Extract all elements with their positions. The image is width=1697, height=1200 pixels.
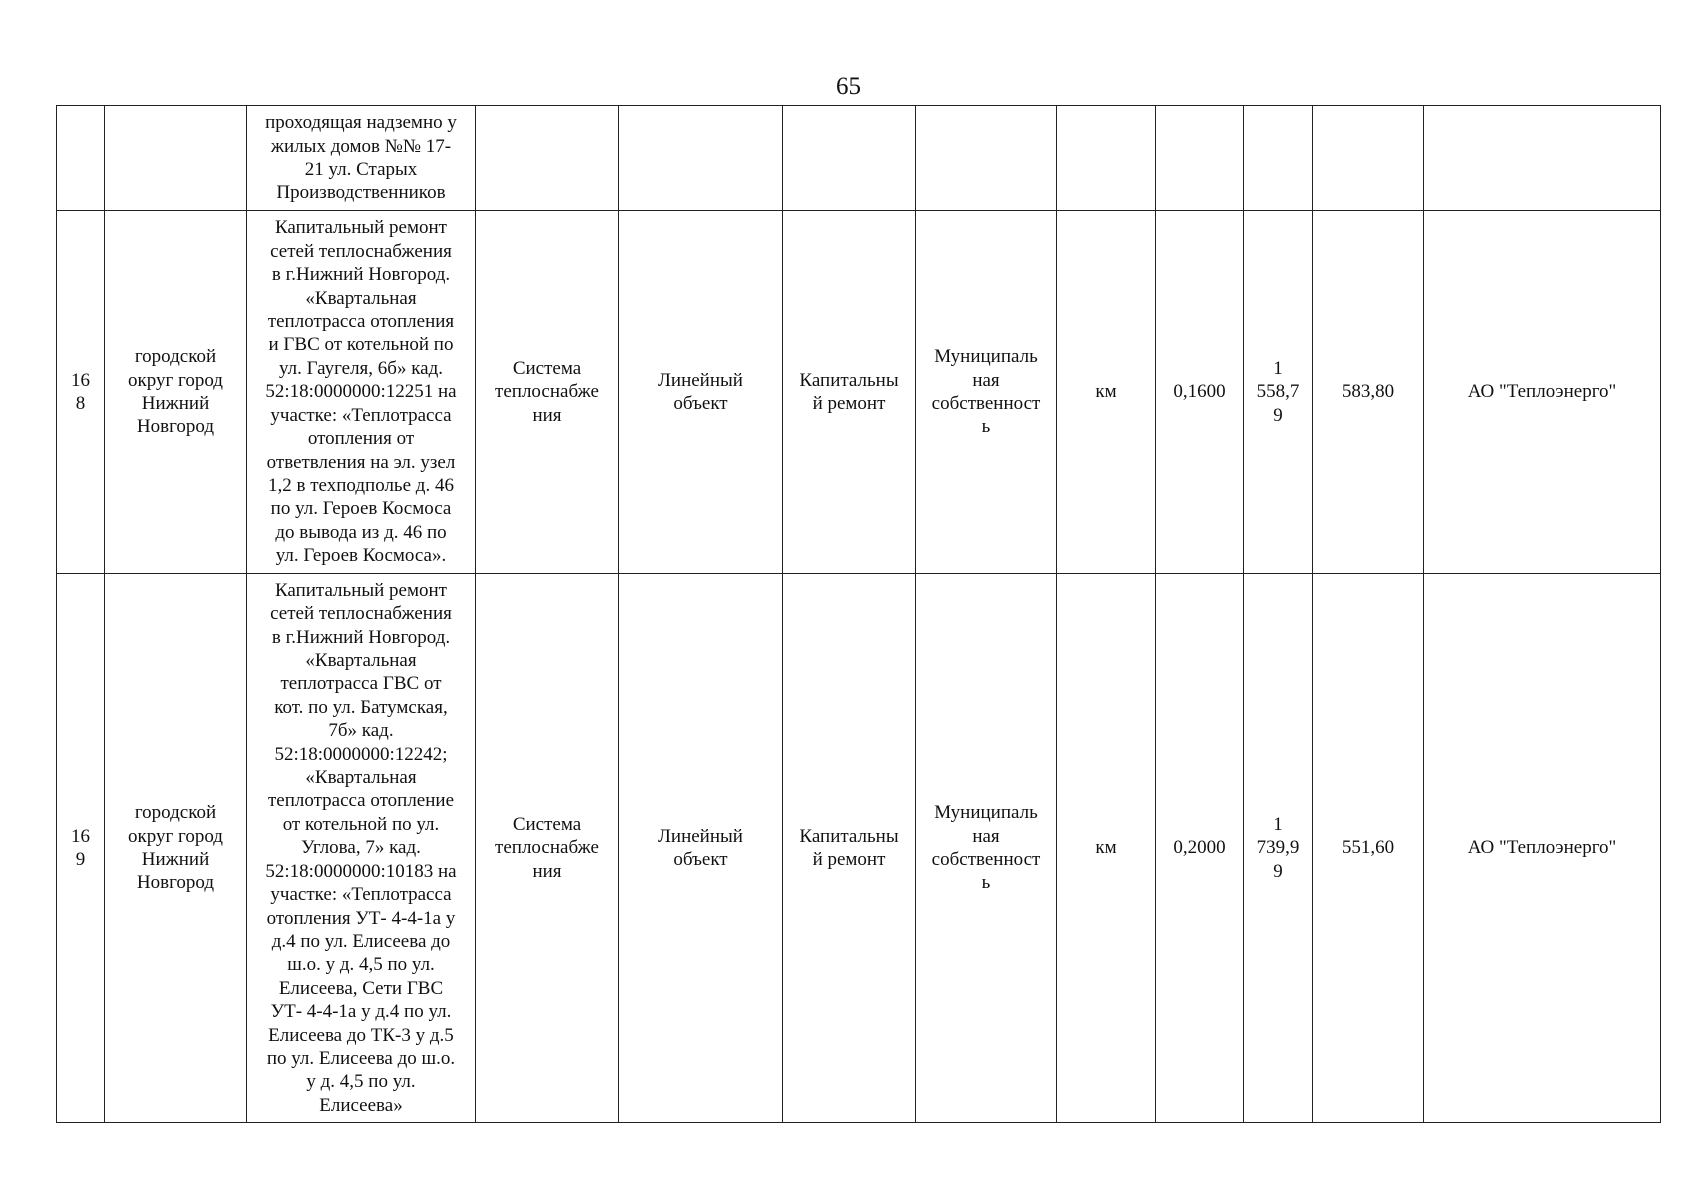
object-type-line: Линейный bbox=[658, 369, 743, 391]
description-line: отопления от bbox=[307, 428, 415, 450]
municipality-line: округ город bbox=[128, 369, 223, 391]
number-line: 16 bbox=[71, 825, 90, 847]
description-line: от котельной по ул. bbox=[282, 813, 440, 835]
description-line: д.4 по ул. Елисеева до bbox=[271, 930, 451, 952]
cell-system bbox=[476, 106, 619, 211]
cell-work-type bbox=[783, 574, 916, 1123]
description-line: 1,2 в техподполье д. 46 bbox=[268, 474, 454, 496]
ownership-line: ь bbox=[981, 416, 991, 438]
description-line: до вывода из д. 46 по bbox=[275, 521, 447, 543]
description-line: Производственников bbox=[276, 182, 446, 204]
cell-municipality bbox=[105, 106, 247, 211]
description-line: по ул. Героев Космоса bbox=[270, 498, 452, 520]
work-type-line: й ремонт bbox=[812, 393, 886, 414]
description-line: ул. Героев Космоса». bbox=[275, 545, 447, 567]
cost-line: 9 bbox=[1273, 860, 1283, 882]
description-line: сетей теплоснабжения bbox=[270, 603, 452, 625]
description-line: 52:18:0000000:10183 на bbox=[265, 860, 457, 882]
cell-system bbox=[476, 211, 619, 574]
description-line: теплотрасса отопления bbox=[267, 311, 455, 333]
cell-object-type bbox=[619, 211, 783, 574]
description-line: «Квартальная bbox=[305, 650, 417, 672]
cost-line: 558,7 bbox=[1256, 381, 1300, 403]
description-line: сетей теплоснабжения bbox=[270, 240, 452, 262]
cell-amount: 551,60 bbox=[1313, 574, 1424, 1123]
municipality-line: Новгород bbox=[136, 416, 215, 438]
cell-ownership bbox=[916, 106, 1057, 211]
object-type-line: Линейный bbox=[658, 825, 743, 847]
description-line: Углова, 7» кад. bbox=[301, 837, 421, 859]
cell-cost bbox=[1244, 574, 1313, 1123]
number-line: 8 bbox=[75, 393, 86, 414]
description-line: в г.Нижний Новгород. bbox=[271, 626, 451, 648]
description-line: отопления УТ- 4-4-1а у bbox=[266, 907, 456, 929]
description-line: проходящая надземно у bbox=[265, 112, 457, 134]
cell-description bbox=[247, 211, 476, 574]
cell-cost bbox=[1244, 106, 1313, 211]
description-line: Елисеева до ТК-3 у д.5 bbox=[268, 1024, 454, 1046]
description-line: 52:18:0000000:12251 на bbox=[265, 381, 457, 403]
description-line: кот. по ул. Батумская, bbox=[274, 696, 448, 718]
ownership-line: собственност bbox=[931, 393, 1041, 414]
cell-object-type bbox=[619, 106, 783, 211]
system-line: теплоснабже bbox=[495, 837, 599, 859]
ownership-line: ь bbox=[981, 872, 991, 894]
ownership-line: собственност bbox=[931, 849, 1041, 870]
cost-line: 1 bbox=[1273, 357, 1283, 379]
description-line: по ул. Елисеева до ш.о. bbox=[266, 1047, 456, 1069]
cell-municipality bbox=[105, 211, 247, 574]
cell-unit: км bbox=[1057, 211, 1156, 574]
cell-number bbox=[57, 106, 105, 211]
description-line: Капитальный ремонт bbox=[274, 217, 447, 239]
description-line: ш.о. у д. 4,5 по ул. bbox=[287, 954, 435, 976]
description-line: ответвления на эл. узел bbox=[266, 451, 456, 473]
description-line: и ГВС от котельной по bbox=[268, 334, 454, 356]
cell-number bbox=[57, 574, 105, 1123]
number-line: 9 bbox=[75, 849, 86, 870]
system-line: ния bbox=[532, 860, 562, 882]
ownership-line: Муниципаль bbox=[934, 802, 1038, 824]
cell-length: 0,2000 bbox=[1156, 574, 1244, 1123]
cell-organization: АО "Теплоэнерго" bbox=[1424, 574, 1661, 1123]
ownership-line: ная bbox=[972, 825, 1000, 847]
description-line: «Квартальная bbox=[305, 767, 417, 789]
cell-description bbox=[247, 574, 476, 1123]
cell-organization bbox=[1424, 106, 1661, 211]
ownership-line: ная bbox=[972, 369, 1000, 391]
description-line: «Квартальная bbox=[305, 287, 417, 309]
description-line: УТ- 4-4-1а у д.4 по ул. bbox=[270, 1001, 452, 1023]
description-line: 21 ул. Старых bbox=[304, 159, 418, 180]
cell-number bbox=[57, 211, 105, 574]
table-row bbox=[57, 574, 1661, 1123]
object-type-line: объект bbox=[673, 849, 728, 870]
cost-line: 1 bbox=[1273, 813, 1283, 835]
description-line: Елисеева» bbox=[319, 1094, 403, 1116]
system-line: ния bbox=[532, 404, 562, 426]
description-line: участке: «Теплотрасса bbox=[270, 884, 452, 906]
cell-ownership bbox=[916, 574, 1057, 1123]
ownership-line: Муниципаль bbox=[934, 346, 1038, 368]
table-row bbox=[57, 211, 1661, 574]
description-line: Елисеева, Сети ГВС bbox=[278, 977, 444, 999]
description-line: теплотрасса ГВС от bbox=[280, 673, 442, 695]
description-line: 52:18:0000000:12242; bbox=[274, 743, 448, 765]
cell-object-type bbox=[619, 574, 783, 1123]
cell-work-type bbox=[783, 106, 916, 211]
work-type-line: Капитальны bbox=[799, 369, 899, 391]
system-line: Система bbox=[512, 357, 582, 379]
municipality-line: городской bbox=[134, 802, 217, 824]
cell-amount bbox=[1313, 106, 1424, 211]
cell-work-type bbox=[783, 211, 916, 574]
cell-municipality bbox=[105, 574, 247, 1123]
cell-system bbox=[476, 574, 619, 1123]
description-line: Капитальный ремонт bbox=[274, 579, 447, 601]
register-table bbox=[56, 105, 1661, 1123]
description-line: теплотрасса отопление bbox=[267, 790, 455, 812]
description-line: у д. 4,5 по ул. bbox=[306, 1071, 416, 1093]
cell-amount: 583,80 bbox=[1313, 211, 1424, 574]
description-line: в г.Нижний Новгород. bbox=[271, 264, 451, 286]
cost-line: 739,9 bbox=[1256, 837, 1300, 859]
municipality-line: округ город bbox=[128, 825, 223, 847]
cell-unit bbox=[1057, 106, 1156, 211]
cell-organization: АО "Теплоэнерго" bbox=[1424, 211, 1661, 574]
system-line: Система bbox=[512, 813, 582, 835]
table-row bbox=[57, 106, 1661, 211]
cost-line: 9 bbox=[1273, 404, 1283, 426]
description-line: 7б» кад. bbox=[328, 720, 394, 742]
page-number: 65 bbox=[836, 73, 861, 100]
municipality-line: Нижний bbox=[141, 849, 210, 870]
municipality-line: Нижний bbox=[141, 393, 210, 414]
cell-length bbox=[1156, 106, 1244, 211]
municipality-line: Новгород bbox=[136, 872, 215, 894]
number-line: 16 bbox=[71, 369, 90, 391]
work-type-line: й ремонт bbox=[812, 849, 886, 870]
description-line: ул. Гаугеля, 6б» кад. bbox=[278, 357, 444, 379]
description-line: участке: «Теплотрасса bbox=[270, 404, 452, 426]
municipality-line: городской bbox=[134, 346, 217, 368]
description-line: жилых домов №№ 17- bbox=[270, 135, 452, 157]
cell-length: 0,1600 bbox=[1156, 211, 1244, 574]
object-type-line: объект bbox=[673, 393, 728, 414]
cell-cost bbox=[1244, 211, 1313, 574]
system-line: теплоснабже bbox=[495, 381, 599, 403]
work-type-line: Капитальны bbox=[799, 825, 899, 847]
cell-unit: км bbox=[1057, 574, 1156, 1123]
cell-ownership bbox=[916, 211, 1057, 574]
cell-description bbox=[247, 106, 476, 211]
